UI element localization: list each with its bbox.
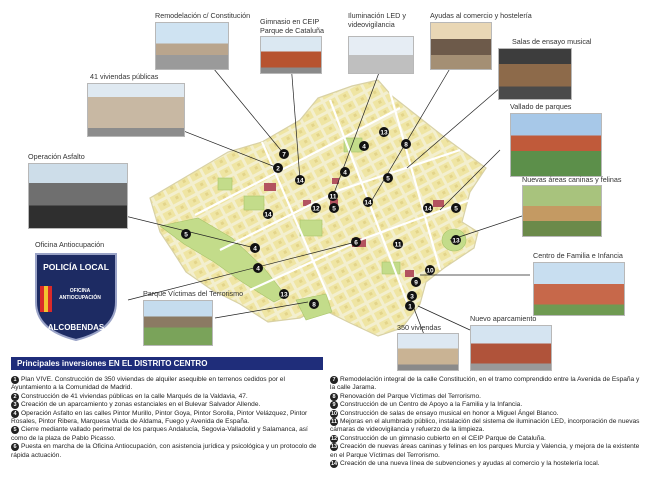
- svg-text:13: 13: [380, 129, 388, 137]
- legend-item-text: Construcción de 41 viviendas públicas en la calle Marqués de la Valdavia, 47.: [21, 392, 248, 400]
- legend-number-badge: 13: [330, 444, 338, 451]
- photo-vallado: [510, 113, 602, 177]
- photo-remodelacion: [155, 22, 229, 70]
- svg-text:11: 11: [394, 241, 402, 249]
- caption-gimnasio: Gimnasio en CEIP Parque de Cataluña: [260, 17, 324, 35]
- caption-350-viviendas: 350 viviendas: [397, 323, 441, 332]
- legend-item-text: Construcción de un Centro de Apoyo a la Familia y la Infancia.: [340, 401, 523, 409]
- svg-text:8: 8: [312, 301, 316, 309]
- svg-text:4: 4: [256, 265, 260, 273]
- legend-item: [11, 443, 325, 460]
- legend-item: [330, 460, 642, 468]
- svg-text:2: 2: [276, 165, 280, 173]
- svg-text:4: 4: [253, 245, 257, 253]
- marker-5d: [451, 203, 461, 213]
- legend-number-badge: 5: [11, 426, 19, 434]
- svg-text:14: 14: [364, 199, 372, 207]
- legend-item: [11, 376, 325, 393]
- svg-text:14: 14: [296, 177, 304, 185]
- svg-text:9: 9: [414, 279, 418, 287]
- legend-number-badge: 14: [330, 461, 338, 468]
- photo-iluminacion: [348, 36, 414, 74]
- marker-14: [295, 175, 305, 185]
- legend-item-text: Plan VIVE. Construcción de 350 viviendas de alquiler asequible en terrenos cedidos por el Ayuntamiento a la Comunidad de Madrid.: [11, 376, 285, 392]
- photo-350-viviendas: [397, 333, 459, 371]
- marker-5b: [383, 173, 393, 183]
- marker-1: [405, 301, 415, 311]
- marker-4: [359, 141, 369, 151]
- legend-item: [330, 401, 642, 409]
- legend-title: Principales inversiones EN EL DISTRITO CENTRO: [17, 359, 208, 368]
- legend-item: [11, 410, 325, 427]
- caption-aparcamiento: Nuevo aparcamiento: [470, 314, 537, 323]
- legend-number-badge: 2: [11, 393, 19, 401]
- legend-item-text: Cierre mediante vallado perimetral de los parques Andalucía, Segovia-Valladolid y Salamanca, así como de la plaza de Pablo Picasso.: [11, 426, 308, 442]
- legend-item-text: Construcción de salas de ensayo musical en honor a Miguel Ángel Blanco.: [340, 409, 559, 417]
- marker-11b: [393, 239, 403, 249]
- caption-asfalto: Operación Asfalto: [28, 152, 85, 161]
- marker-4d: [253, 263, 263, 273]
- caption-remodelacion: Remodelación c/ Constitución: [155, 11, 251, 20]
- svg-text:POLICÍA LOCAL: POLICÍA LOCAL: [43, 262, 109, 272]
- legend-number-badge: 6: [11, 443, 19, 451]
- svg-text:7: 7: [282, 151, 286, 159]
- legend-item: [11, 393, 325, 401]
- svg-text:13: 13: [452, 237, 460, 245]
- photo-victimas: [143, 300, 213, 346]
- marker-14b: [363, 197, 373, 207]
- photo-aparcamiento: [470, 325, 552, 371]
- marker-13b: [451, 235, 461, 245]
- svg-text:6: 6: [354, 239, 358, 247]
- svg-text:13: 13: [280, 291, 288, 299]
- marker-6: [351, 237, 361, 247]
- svg-text:ANTIOCUPACIÓN: ANTIOCUPACIÓN: [59, 295, 101, 301]
- svg-text:3: 3: [410, 293, 414, 301]
- legend-item-text: Remodelación integral de la calle Constitución, en el tramo comprendido entre la Avenida de España y la calle Jarama.: [330, 376, 640, 392]
- photo-41-viviendas: [87, 83, 185, 137]
- svg-text:4: 4: [343, 169, 347, 177]
- svg-text:14: 14: [424, 205, 432, 213]
- svg-text:11: 11: [329, 193, 337, 201]
- svg-text:5: 5: [332, 205, 336, 213]
- caption-salas: Salas de ensayo musical: [512, 37, 592, 46]
- legend-item: [330, 410, 642, 418]
- caption-victimas: Parque Víctimas del Terrorismo: [143, 289, 244, 298]
- legend-number-badge: 1: [11, 376, 19, 384]
- legend-item: [330, 376, 642, 393]
- legend-item-text: Puesta en marcha de la Oficina Antiocupación, con asistencia jurídica y psicológica y un protocolo de rápida actuación.: [11, 443, 317, 459]
- legend-item: [11, 426, 325, 443]
- svg-text:10: 10: [426, 267, 434, 275]
- photo-caninas: [522, 185, 602, 237]
- marker-3: [407, 291, 417, 301]
- legend-number-badge: 4: [11, 410, 19, 418]
- photo-asfalto: [28, 163, 128, 229]
- legend-item: [330, 418, 642, 435]
- caption-familia: Centro de Familia e Infancia: [533, 251, 623, 260]
- marker-5c: [181, 229, 191, 239]
- marker-11: [328, 191, 338, 201]
- marker-14d: [423, 203, 433, 213]
- caption-ayudas: Ayudas al comercio y hostelería: [430, 11, 532, 20]
- svg-text:8: 8: [404, 141, 408, 149]
- svg-text:1: 1: [408, 303, 412, 311]
- legend-number-badge: 11: [331, 419, 337, 426]
- legend-left-column: [11, 376, 325, 460]
- marker-8: [401, 139, 411, 149]
- svg-text:5: 5: [386, 175, 390, 183]
- svg-text:14: 14: [264, 211, 272, 219]
- legend-item-text: Construcción de un gimnasio cubierto en el CEIP Parque de Cataluña.: [340, 434, 546, 442]
- marker-2: [273, 163, 283, 173]
- marker-13c: [279, 289, 289, 299]
- legend-right-column: [330, 376, 642, 468]
- svg-text:OFICINA: OFICINA: [69, 288, 91, 294]
- caption-41-viviendas: 41 viviendas públicas: [90, 72, 159, 81]
- legend-item-text: Renovación del Parque Víctimas del Terrorismo.: [340, 392, 481, 400]
- marker-10: [425, 265, 435, 275]
- legend-number-badge: 9: [330, 401, 338, 409]
- legend-item: [330, 443, 642, 460]
- marker-12: [311, 203, 321, 213]
- legend-item: [11, 401, 325, 409]
- svg-text:4: 4: [362, 143, 366, 151]
- legend-header: [11, 357, 323, 370]
- photo-ayudas: [430, 22, 492, 70]
- marker-5: [329, 203, 339, 213]
- caption-vallado: Vallado de parques: [510, 102, 572, 111]
- marker-8b: [309, 299, 319, 309]
- marker-14c: [263, 209, 273, 219]
- marker-13: [379, 127, 389, 137]
- legend-number-badge: 7: [330, 376, 338, 384]
- legend-item-text: Creación de un aparcamiento y zonas estanciales en el Bulevar Salvador Allende.: [21, 401, 261, 409]
- legend-number-badge: 8: [330, 393, 338, 401]
- legend-number-badge: 10: [330, 410, 338, 417]
- marker-7: [279, 149, 289, 159]
- svg-text:5: 5: [184, 231, 188, 239]
- marker-4b: [340, 167, 350, 177]
- svg-text:12: 12: [312, 205, 320, 213]
- legend-number-badge: 3: [11, 401, 19, 409]
- caption-caninas: Nuevas áreas caninas y felinas: [522, 175, 622, 184]
- legend-item-text: Operación Asfalto en las calles Pintor Murillo, Pintor Goya, Pintor Sorolla, Pintor Velázquez, Pintor Rosales, Pintor Ribera, Marquesa Viuda de Aldama, Fuego y Avenida de España.: [11, 409, 308, 426]
- legend-item-text: Mejoras en el alumbrado público, instalación del sistema de iluminación LED, incorporación de nuevas cámaras de videovigilancia y refuerzo de la limpieza.: [330, 418, 640, 434]
- photo-salas: [498, 48, 572, 100]
- legend-item-text: Creación de nuevas áreas caninas y felinas en los parques Murcia y Valencia, y mejora de la existente en el Parque Víctimas del Terrorismo.: [330, 443, 640, 459]
- marker-9: [411, 277, 421, 287]
- legend-item: [330, 435, 642, 443]
- caption-oficina: Oficina Antiocupación: [35, 240, 105, 249]
- legend-item-text: Creación de una nueva línea de subvenciones y ayudas al comercio y la hostelería local.: [340, 460, 600, 468]
- svg-text:ALCOBENDAS: ALCOBENDAS: [47, 323, 105, 332]
- legend-number-badge: 12: [330, 435, 338, 442]
- policia-local-badge: [30, 250, 122, 342]
- svg-text:5: 5: [454, 205, 458, 213]
- photo-familia: [533, 262, 625, 316]
- legend-item: [330, 393, 642, 401]
- photo-gimnasio: [260, 36, 322, 74]
- marker-4c: [250, 243, 260, 253]
- caption-iluminacion: Iluminación LED y videovigilancia: [348, 11, 406, 29]
